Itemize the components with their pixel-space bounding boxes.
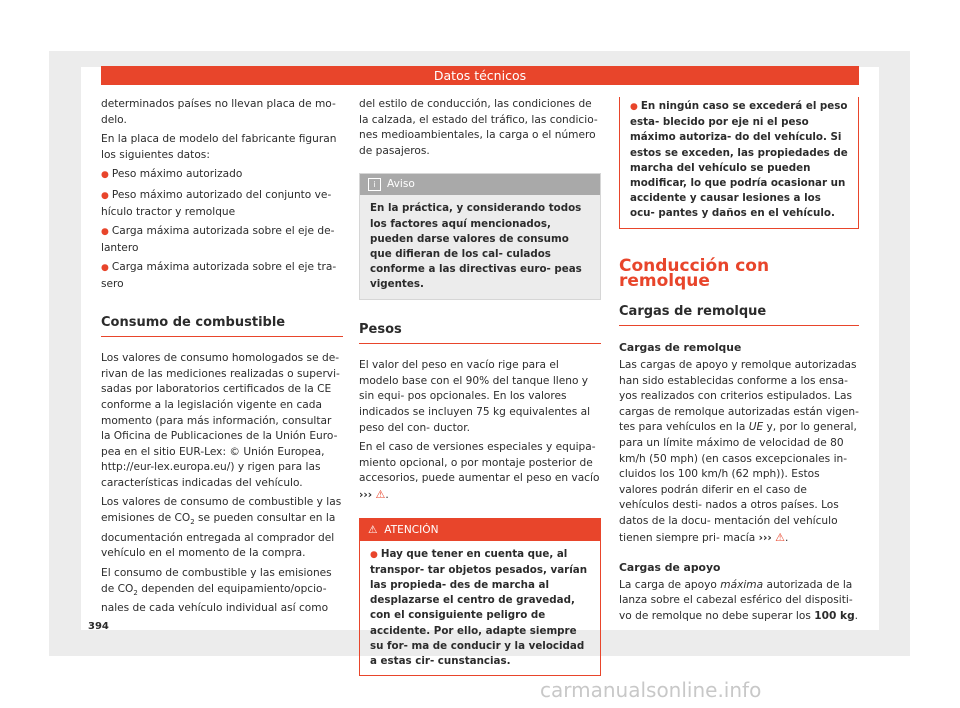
paragraph: Los valores de consumo homologados se de- rivan de las mediciones realizadas o supervi- sadas por laboratorios certificados de la CE conforme a la legislación vigente en cada momento (para más información, consultar la Oficina de Publicaciones de la Unión Euro- pea en el sitio EUR-Lex: © Unión Europea, http://eur-lex.europa.eu/) y rigen para las características indicadas del vehículo. bbox=[101, 352, 340, 489]
page-header: Datos técnicos bbox=[101, 66, 859, 85]
list-item: ● Peso máximo autorizado bbox=[101, 168, 243, 181]
info-icon: i bbox=[368, 178, 381, 191]
paragraph: del estilo de conducción, las condiciones de la calzada, el estado del tráfico, las condicio- nes medioambientales, la carga o el número de pasajeros. bbox=[359, 98, 598, 157]
paragraph: En el caso de versiones especiales y equipa- miento opcional, o por montaje posterior de accesorios, puede aumentar el peso en vacío ››› ⚠. bbox=[359, 441, 600, 501]
column-3 bbox=[619, 97, 859, 629]
paragraph: El valor del peso en vacío rige para el modelo base con el 90% del tanque lleno y sin equi- pos opcionales. En los valores indicados se incluyen 75 kg equivalentes al peso del con- ductor. bbox=[359, 359, 591, 434]
bullet-icon: ● bbox=[101, 227, 109, 238]
paragraph: Los valores de consumo de combustible y las emisiones de $CO_2$ se pueden consultar en la documentación entregada al comprador del vehículo en el momento de la compra. bbox=[101, 496, 342, 560]
chapter-title: Conducción con remolque bbox=[619, 255, 770, 292]
list-item: ● Peso máximo autorizado del conjunto ve- hículo tractor y remolque bbox=[101, 188, 332, 218]
arrows-icon: ››› bbox=[359, 488, 373, 501]
column-2 bbox=[359, 97, 601, 676]
aviso-box bbox=[359, 173, 601, 299]
aviso-header: i Aviso bbox=[360, 174, 600, 195]
warning-icon: ⚠ bbox=[368, 523, 378, 536]
aviso-body: En la práctica, y considerando todos los factores aquí mencionados, pueden darse valores de consumo que difieran de los cal- culados conforme a las directivas euro- peas vigentes. bbox=[370, 202, 582, 291]
paragraph: determinados países no llevan placa de mo- delo. bbox=[101, 98, 336, 126]
bullet-icon: ● bbox=[630, 102, 638, 112]
bullet-icon: ● bbox=[101, 263, 109, 274]
warning-icon: ⚠ bbox=[775, 530, 785, 544]
atencion-header: ⚠ ATENCIÓN bbox=[360, 519, 600, 541]
atencion-box bbox=[359, 518, 601, 677]
arrows-icon: ››› bbox=[758, 531, 772, 544]
paragraph: El consumo de combustible y las emisiones de $CO_2$ dependen del equipamiento/opcio- nales de cada vehículo individual así como bbox=[101, 566, 332, 615]
warning-icon: ⚠ bbox=[375, 487, 386, 501]
paragraph: La carga de apoyo máxima autorizada de la lanza sobre el cabezal esférico del dispositi- vo de remolque no debe superar los 100 kg. bbox=[619, 578, 859, 622]
column-1 bbox=[101, 97, 343, 621]
warning-box-continued: ● En ningún caso se excederá el peso esta- blecido por eje ni el peso máximo autoriza- do del vehículo. Si estos se exceden, las propiedades de marcha del vehículo se pueden modificar, lo que podría ocasionar un accidente y causar lesiones a los ocu- pantes y daños en el vehículo. bbox=[619, 97, 859, 229]
bullet-icon: ● bbox=[101, 170, 109, 181]
paragraph: Las cargas de apoyo y remolque autorizadas han sido establecidas conforme a los ensa- yos realizados con criterios estipulados. Las cargas de remolque autorizadas están vigen- tes para vehículos en la UE y, por lo general, para un límite máximo de velocidad de 80 km/h (50 mph) (en casos excepcionales in- cluidos los 100 km/h (62 mph)). Estos valores podrán diferir en el caso de vehículos desti- nados a otros países. Los datos de la docu- mentación del vehículo tienen siempre pri- macía ››› ⚠. bbox=[619, 359, 859, 544]
paragraph: En la placa de modelo del fabricante figuran los siguientes datos: bbox=[101, 133, 337, 161]
atencion-body: ● Hay que tener en cuenta que, al transpor- tar objetos pesados, varían las propieda- des de marcha al desplazarse el centro de gravedad, con el consiguiente peligro de accidente. Por ello, adapte siempre su for- ma de conducir y la velocidad a estas cir- cunstancias. bbox=[370, 547, 588, 667]
watermark: carmanualsonline.info bbox=[540, 678, 762, 702]
section-title-cargas: Cargas de remolque bbox=[619, 304, 859, 327]
subheading: Cargas de apoyo bbox=[619, 561, 721, 575]
section-title-pesos: Pesos bbox=[359, 322, 601, 345]
subheading: Cargas de remolque bbox=[619, 341, 742, 355]
bullet-icon: ● bbox=[101, 190, 109, 201]
list-item: ● Carga máxima autorizada sobre el eje de- lantero bbox=[101, 225, 335, 254]
page-number: 394 bbox=[88, 621, 109, 632]
list-item: ● Carga máxima autorizada sobre el eje tra- sero bbox=[101, 261, 337, 290]
section-title-consumo: Consumo de combustible bbox=[101, 315, 343, 338]
bullet-icon: ● bbox=[370, 549, 378, 560]
